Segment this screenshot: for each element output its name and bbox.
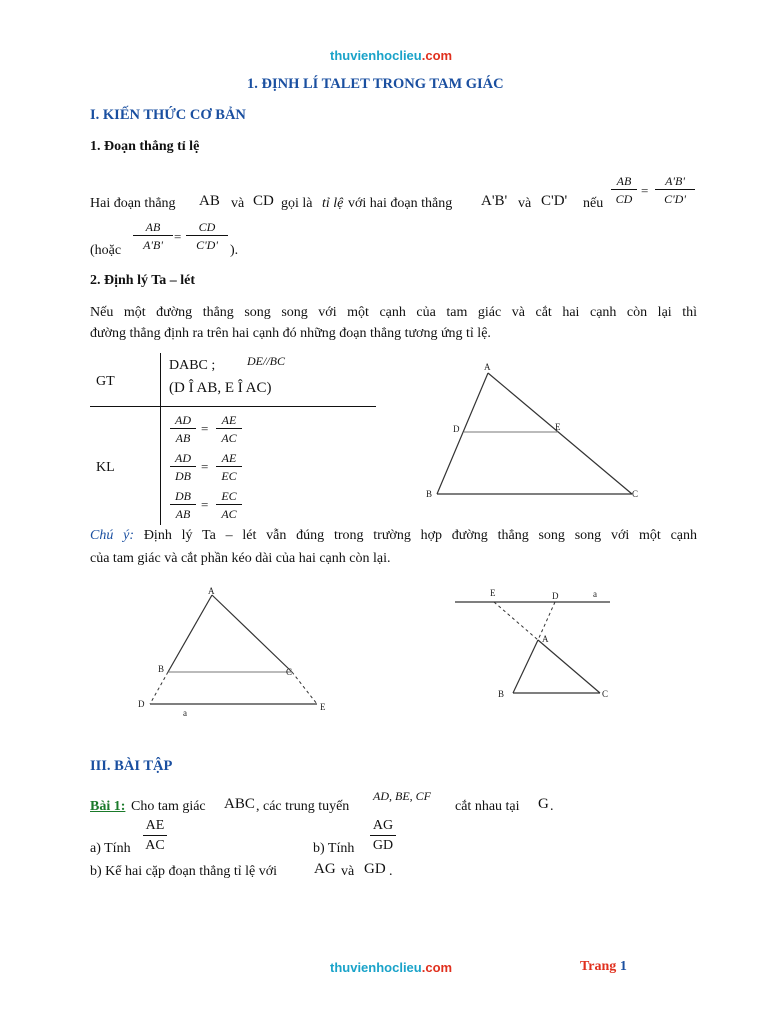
fig3-label-e: E [490, 588, 496, 598]
footer-site: thuvienhoclieu.com [330, 960, 453, 975]
sub-heading-proportional: 1. Đoạn thẳng tỉ lệ [90, 139, 200, 154]
section-heading-exercises: III. BÀI TẬP [90, 758, 173, 774]
term-ti-le: tỉ lệ [322, 196, 344, 211]
question-b-fraction: AG GD [370, 818, 396, 854]
fig2-label-b: B [158, 664, 165, 674]
segment-c1d1: C'D' [541, 193, 568, 209]
fig2-label-c: C [286, 667, 293, 677]
table-horizontal-line [90, 406, 376, 407]
question-c-dot: . [389, 864, 393, 879]
connector-va-2: và [518, 196, 532, 211]
fig2-label-d: D [138, 699, 145, 709]
question-c-text: b) Kể hai cặp đoạn thẳng tỉ lệ với [90, 864, 278, 879]
text-hoac: (hoặc [90, 243, 122, 258]
gt-points: (D Î AB, E Î AC) [169, 380, 272, 396]
fraction-cd-c1d1: CD C'D' [186, 220, 228, 252]
question-a-label: a) Tính [90, 841, 131, 856]
exercise1-g: G [538, 796, 549, 812]
kl-label: KL [96, 460, 115, 475]
table-vertical-line [160, 353, 161, 525]
note-line2: của tam giác và cắt phần kéo dài của hai cạnh còn lại. [90, 551, 391, 566]
segment-cd: CD [253, 193, 274, 209]
connector-va: và [231, 196, 245, 211]
question-c-ag: AG [314, 861, 336, 877]
fig3-label-line-a: a [593, 589, 597, 599]
kl-fraction-ad-db: AD DB [170, 451, 196, 483]
gt-parallel: DE//BC [247, 354, 285, 368]
exercise1-abc: ABC [224, 796, 255, 812]
question-c-va: và [341, 864, 355, 879]
exercise1-dot: . [550, 799, 554, 814]
equals-sign: = [641, 183, 649, 198]
text-goi-la: gọi là [281, 196, 313, 211]
question-c-gd: GD [364, 861, 386, 877]
note-text-1: Định lý Ta – lét vẫn đúng trong trường hợp đường thẳng song song với một cạnh [143, 528, 698, 543]
fig1-label-c: C [632, 489, 639, 499]
kl-equals-2: = [201, 459, 209, 474]
section-heading-basic: I. KIẾN THỨC CƠ BẢN [90, 107, 246, 123]
question-a-fraction: AE AC [143, 818, 167, 854]
fig2-label-e: E [320, 702, 326, 712]
exercise1-text-c: cắt nhau tại [455, 799, 520, 814]
text-neu: nếu [583, 196, 604, 211]
text-voi-hai-doan: với hai đoạn thẳng [348, 196, 453, 211]
text-close-paren: ). [230, 243, 239, 258]
fig2-label-line-a: a [183, 708, 187, 718]
exercise1-label: Bài 1: [90, 799, 126, 814]
page-number: Trang 1 [580, 959, 627, 974]
thales-statement-line1: Nếu một đường thẳng song song với một cạnh của tam giác và cắt hai cạnh còn lại thì [90, 305, 697, 320]
segment-a1b1: A'B' [481, 193, 508, 209]
figure-thales-triangle [420, 360, 650, 510]
gt-triangle: DABC ; [169, 358, 216, 373]
fig3-label-a: A [542, 634, 549, 644]
thales-statement-line2: đường thẳng định ra trên hai cạnh đó những đoạn thẳng tương ứng tỉ lệ. [90, 326, 491, 341]
kl-fraction-db-ab: DB AB [170, 489, 196, 521]
segment-ab: AB [199, 193, 220, 209]
kl-fraction-ae-ec: AE EC [216, 451, 242, 483]
fig1-label-d: D [453, 424, 460, 434]
exercise1-text-a: Cho tam giác [131, 799, 206, 814]
fig1-label-a: A [484, 362, 491, 372]
fraction-ab-a1b1: AB A'B' [133, 220, 173, 252]
fig1-label-e: E [555, 422, 561, 432]
fig3-label-d: D [552, 591, 559, 601]
definition-text-start: Hai đoạn thẳng [90, 196, 176, 211]
kl-fraction-ae-ac: AE AC [216, 413, 242, 445]
equals-sign-2: = [174, 229, 182, 244]
note-label: Chú ý: [90, 528, 135, 543]
fig3-label-b: B [498, 689, 505, 699]
kl-fraction-ad-ab: AD AB [170, 413, 196, 445]
kl-equals-3: = [201, 497, 209, 512]
fig2-label-a: A [208, 586, 215, 596]
header-site: thuvienhoclieu.com [330, 48, 453, 63]
fig1-label-b: B [426, 489, 433, 499]
fig3-label-c: C [602, 689, 609, 699]
fraction-a1b1-c1d1: A'B' C'D' [655, 174, 695, 206]
gt-label: GT [96, 374, 115, 389]
kl-fraction-ec-ac: EC AC [216, 489, 242, 521]
figure-extension-above [450, 585, 620, 705]
note-line1 [90, 528, 697, 544]
fraction-ab-cd: AB CD [611, 174, 637, 206]
figure-extension-below [130, 585, 340, 720]
kl-equals-1: = [201, 421, 209, 436]
exercise1-text-b: , các trung tuyến [256, 799, 350, 814]
page-title: 1. ĐỊNH LÍ TALET TRONG TAM GIÁC [247, 76, 504, 92]
question-b-label: b) Tính [313, 841, 355, 856]
sub-heading-thales: 2. Định lý Ta – lét [90, 273, 196, 288]
exercise1-medians: AD, BE, CF [373, 789, 431, 803]
